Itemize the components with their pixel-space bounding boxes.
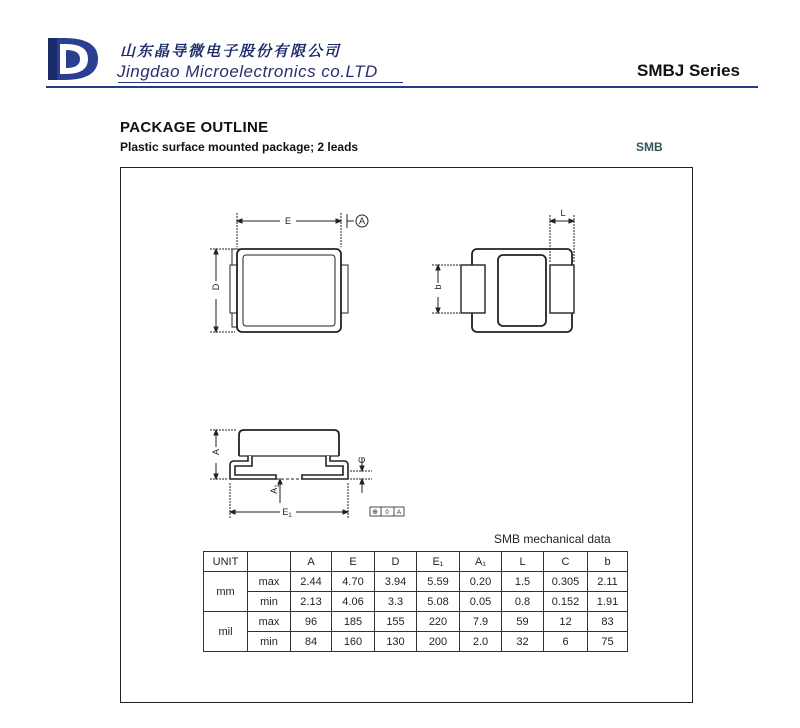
header-cell: C <box>544 552 588 572</box>
top-view <box>210 213 368 332</box>
dim-label-e1: $E_1$ <box>282 507 292 519</box>
side-view <box>210 430 404 519</box>
dim-label-b: b <box>433 284 443 290</box>
company-logo <box>46 36 108 82</box>
value-cell: 96 <box>291 612 332 632</box>
dim-label-d: D <box>211 283 221 291</box>
value-cell: 4.06 <box>332 592 375 612</box>
table-row <box>204 572 628 592</box>
company-name-chinese: 山东晶导微电子股份有限公司 <box>120 42 342 60</box>
mechanical-data-table <box>203 551 628 652</box>
value-cell: 130 <box>375 632 417 652</box>
table-row <box>204 632 628 652</box>
series-title: SMBJ Series <box>637 61 740 80</box>
limit-cell: min <box>248 632 291 652</box>
value-cell: 0.20 <box>460 572 502 592</box>
section-subtitle: Plastic surface mounted package; 2 leads <box>120 140 359 154</box>
value-cell: 185 <box>332 612 375 632</box>
header-cell: D <box>375 552 417 572</box>
bottom-view <box>432 215 574 332</box>
value-cell: 0.8 <box>502 592 544 612</box>
header-cell: b <box>588 552 628 572</box>
value-cell: 6 <box>544 632 588 652</box>
value-cell: 5.59 <box>417 572 460 592</box>
company-name-english: Jingdao Microelectronics co.LTD <box>117 62 378 81</box>
unit-cell: mil <box>204 612 248 652</box>
header-cell: E₁ <box>417 552 460 572</box>
header-cell <box>248 552 291 572</box>
package-drawing <box>120 167 693 527</box>
limit-cell: max <box>248 572 291 592</box>
value-cell: 2.13 <box>291 592 332 612</box>
header-cell: UNIT <box>204 552 248 572</box>
value-cell: 32 <box>502 632 544 652</box>
value-cell: 2.0 <box>460 632 502 652</box>
value-cell: 5.08 <box>417 592 460 612</box>
value-cell: 155 <box>375 612 417 632</box>
header-underline <box>118 82 403 83</box>
dim-label-a1: $A_1$ <box>269 484 281 494</box>
value-cell: 1.91 <box>588 592 628 612</box>
header-cell: A₁ <box>460 552 502 572</box>
table-caption: SMB mechanical data <box>494 532 611 546</box>
value-cell: 220 <box>417 612 460 632</box>
value-cell: 0.305 <box>544 572 588 592</box>
dim-label-l: L <box>560 208 566 218</box>
datum-label-a: A <box>358 216 366 226</box>
unit-cell: mm <box>204 572 248 612</box>
header-cell: L <box>502 552 544 572</box>
value-cell: 200 <box>417 632 460 652</box>
value-cell: 3.94 <box>375 572 417 592</box>
value-cell: 0.152 <box>544 592 588 612</box>
dim-label-a: A <box>211 448 221 456</box>
package-name: SMB <box>636 140 663 154</box>
header-cell: A <box>291 552 332 572</box>
value-cell: 4.70 <box>332 572 375 592</box>
header-divider <box>46 86 758 88</box>
value-cell: 2.11 <box>588 572 628 592</box>
value-cell: 160 <box>332 632 375 652</box>
value-cell: 7.9 <box>460 612 502 632</box>
value-cell: 1.5 <box>502 572 544 592</box>
limit-cell: min <box>248 592 291 612</box>
table-header-row <box>204 552 628 572</box>
table-row <box>204 612 628 632</box>
value-cell: 84 <box>291 632 332 652</box>
value-cell: 0.05 <box>460 592 502 612</box>
value-cell: 59 <box>502 612 544 632</box>
limit-cell: max <box>248 612 291 632</box>
value-cell: 75 <box>588 632 628 652</box>
header-cell: E <box>332 552 375 572</box>
value-cell: 83 <box>588 612 628 632</box>
value-cell: 2.44 <box>291 572 332 592</box>
table-row <box>204 592 628 612</box>
position-tolerance-icon: ⊕ <box>372 509 378 516</box>
tolerance-datum: A <box>396 510 402 516</box>
value-cell: 3.3 <box>375 592 417 612</box>
dim-label-e: E <box>284 216 292 226</box>
tolerance-value: 0 <box>385 510 389 516</box>
dim-label-c: C <box>357 456 367 464</box>
value-cell: 12 <box>544 612 588 632</box>
section-title: PACKAGE OUTLINE <box>120 119 269 136</box>
